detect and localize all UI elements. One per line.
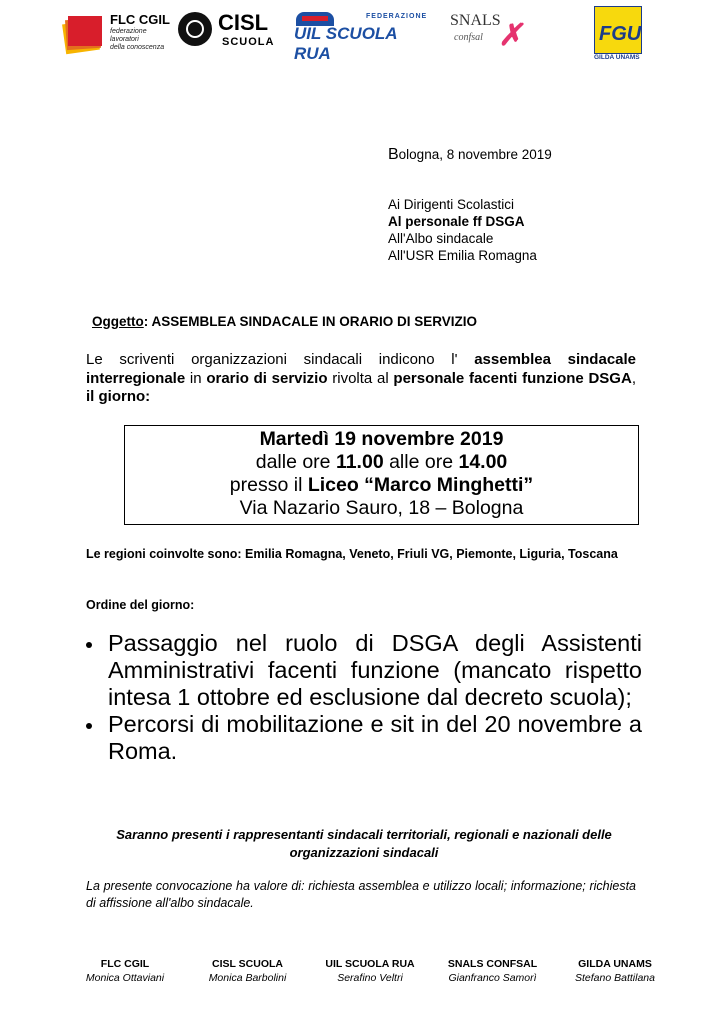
snals-confsal-logo: [448, 12, 532, 50]
snals-logo-title: SNALS: [450, 12, 501, 29]
recipient-line: All'Albo sindacale: [388, 231, 494, 246]
subject-label: Oggetto: [92, 314, 144, 329]
agenda-item-text: Passaggio nel ruolo di DSGA degli Assistenti Amministrativi facenti funzione (mancato rispetto intesa 1 ottobre ed esclusione dal decreto scuola);: [108, 630, 642, 710]
uil-scuola-rua-logo: [292, 12, 428, 63]
gilda-logo-title: FGU: [599, 23, 642, 45]
document-date: [388, 146, 552, 164]
recipients-block: [388, 196, 537, 264]
list-item: [86, 711, 642, 765]
agenda-list: [86, 630, 642, 765]
signature-org: GILDA UNAMS: [578, 958, 652, 970]
meeting-date: Martedì 19 novembre 2019: [259, 428, 504, 450]
meeting-time-text: alle ore: [383, 451, 459, 473]
uil-logo-title: UIL SCUOLA RUA: [294, 24, 397, 63]
meeting-time: [125, 451, 638, 474]
snals-logo-subtitle: confsal: [454, 32, 483, 43]
date-initial: B: [388, 146, 399, 163]
meeting-place: [125, 474, 638, 497]
signature-org: FLC CGIL: [100, 958, 150, 970]
signature-block: [560, 958, 670, 984]
flc-sub-line-2: lavoratori: [110, 36, 139, 43]
meeting-place-text: presso il: [229, 474, 308, 496]
bullet-icon: [86, 642, 92, 648]
meeting-time-text: dalle ore: [255, 451, 336, 473]
gilda-logo-subtitle: GILDA UNAMS: [594, 54, 640, 61]
subject-line: [92, 314, 477, 329]
recipient-line: Ai Dirigenti Scolastici: [388, 197, 515, 212]
flc-cgil-logo: [60, 12, 180, 52]
snals-mark-icon: ✗: [497, 19, 529, 52]
subject-text: : ASSEMBLEA SINDACALE IN ORARIO DI SERVIZIO: [143, 314, 478, 329]
signature-name: Monica Ottaviani: [85, 972, 165, 984]
convocation-note: La presente convocazione ha valore di: richiesta assemblea e utilizzo locali; informazione; richiesta di affissione all'albo sindacale.: [86, 879, 636, 910]
signature-name: Stefano Battilana: [575, 972, 655, 984]
gilda-unams-logo: [594, 6, 640, 64]
intro-bold: orario di servizio: [206, 369, 328, 387]
intro-paragraph: [86, 351, 636, 407]
signature-org: CISL SCUOLA: [212, 958, 283, 970]
flc-cgil-logo-title: FLC CGIL: [110, 12, 170, 27]
intro-text: in: [185, 369, 207, 387]
date-text: ologna, 8 novembre 2019: [398, 147, 552, 162]
uil-logo-federazione: FEDERAZIONE: [366, 13, 428, 20]
intro-bold: assemblea sindacale interregionale: [86, 351, 637, 387]
flc-cgil-mark-icon: [60, 16, 102, 52]
signature-block: [438, 958, 548, 984]
intro-text: rivolta al: [327, 369, 394, 387]
intro-text: Le scriventi organizzazioni sindacali indicono l': [86, 351, 475, 368]
signature-org: SNALS CONFSAL: [447, 958, 538, 970]
signature-name: Gianfranco Samorì: [448, 972, 537, 984]
meeting-place-name: Liceo “Marco Minghetti”: [307, 474, 534, 496]
cisl-scuola-logo: [178, 10, 288, 52]
flc-sub-line-1: federazione: [110, 28, 147, 35]
flc-sub-line-3: della conoscenza: [110, 44, 165, 51]
signature-block: [315, 958, 425, 984]
cisl-mark-icon: [178, 12, 212, 46]
intro-text: ,: [631, 369, 636, 387]
signature-block: [70, 958, 180, 984]
agenda-item-text: Percorsi di mobilitazione e sit in del 20 novembre a Roma.: [108, 711, 642, 764]
cisl-logo-subtitle: SCUOLA: [222, 36, 275, 48]
recipient-line: All'USR Emilia Romagna: [388, 248, 537, 263]
regions-text: Le regioni coinvolte sono: Emilia Romagna, Veneto, Friuli VG, Piemonte, Liguria, Toscana: [86, 547, 618, 561]
intro-bold: personale facenti funzione DSGA: [393, 369, 632, 387]
list-item: [86, 630, 642, 711]
cisl-logo-title: CISL: [218, 10, 269, 35]
bullet-icon: [86, 723, 92, 729]
signature-name: Serafino Veltri: [337, 972, 403, 984]
intro-bold: il giorno:: [86, 388, 151, 405]
meeting-details-box: [124, 425, 639, 525]
signature-block: [193, 958, 303, 984]
signature-org: UIL SCUOLA RUA: [325, 958, 415, 970]
signatures-row: [70, 958, 670, 984]
meeting-time-end: 14.00: [458, 451, 508, 473]
meeting-address: Via Nazario Sauro, 18 – Bologna: [239, 497, 524, 519]
flc-cgil-logo-subtitle: [110, 28, 164, 52]
signature-name: Monica Barbolini: [208, 972, 287, 984]
recipient-line: Al personale ff DSGA: [388, 214, 525, 229]
meeting-time-start: 11.00: [335, 451, 384, 473]
present-notice: Saranno presenti i rappresentanti sindacali territoriali, regionali e nazionali delle organizzazioni sindacali: [116, 827, 612, 860]
gilda-mark-icon: [594, 6, 642, 54]
agenda-title: Ordine del giorno:: [86, 598, 195, 612]
